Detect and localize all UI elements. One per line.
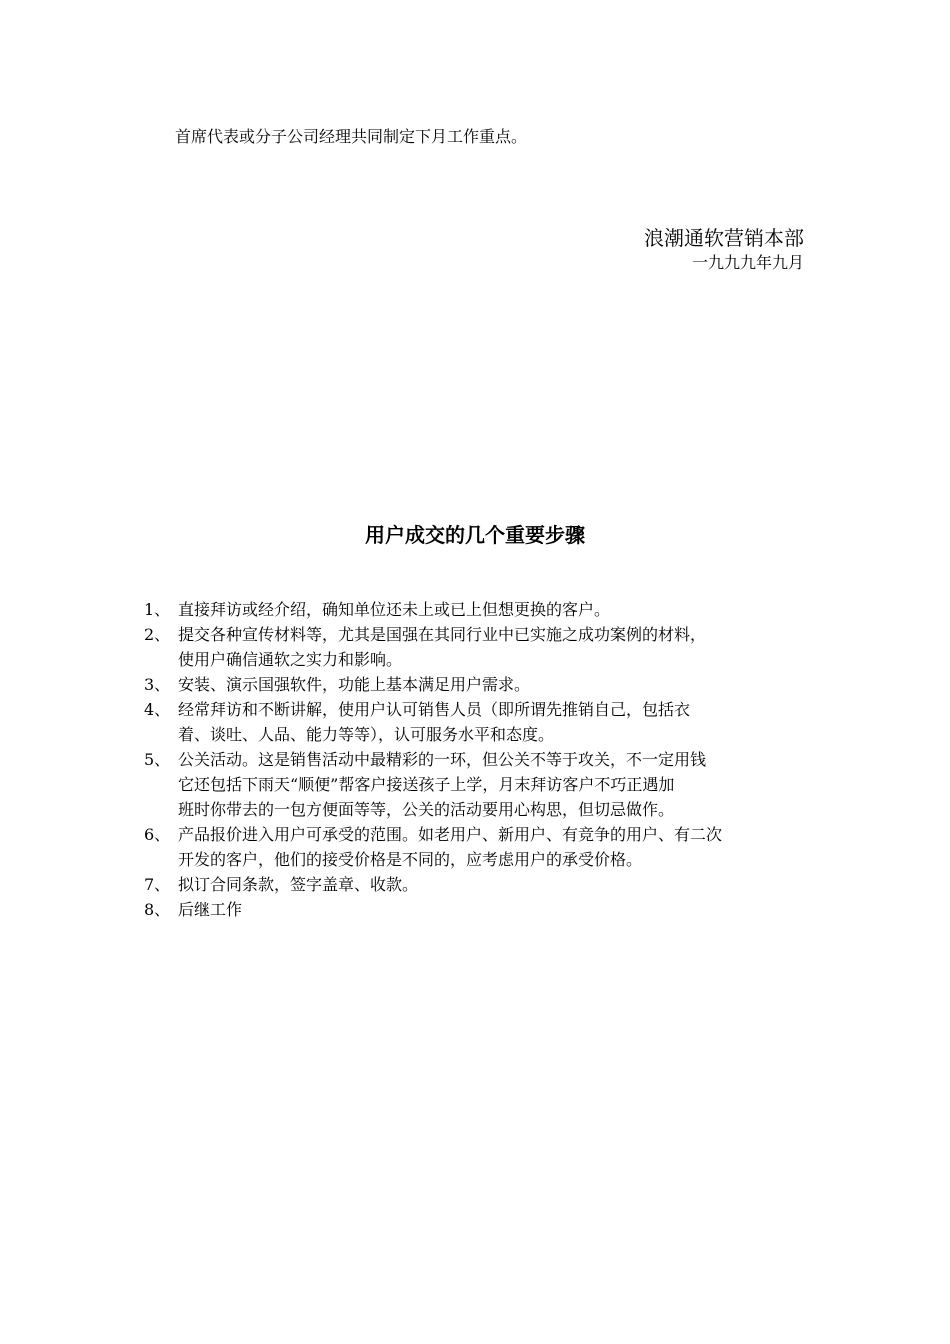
steps-list <box>144 597 824 922</box>
step-item-8 <box>144 897 824 922</box>
signature-block <box>644 224 804 274</box>
signature-date: 一九九九年九月 <box>691 253 804 272</box>
step-item-4 <box>144 697 824 747</box>
step-number: 2、 <box>144 625 171 644</box>
document-title: 用户成交的几个重要步骤 <box>365 523 585 547</box>
step-number: 3、 <box>144 675 171 694</box>
step-text-line: 安装、演示国强软件，功能上基本满足用户需求。 <box>178 675 531 694</box>
step-item-2 <box>144 622 824 672</box>
step-item-1 <box>144 597 824 622</box>
signature-organization: 浪潮通软营销本部 <box>644 226 804 250</box>
step-text-line: 使用户确信通软之实力和影响。 <box>178 650 403 669</box>
step-text-line: 后继工作 <box>178 900 243 919</box>
step-text-line: 直接拜访或经介绍，确知单位还未上或已上但想更换的客户。 <box>178 600 611 619</box>
step-number: 8、 <box>144 900 171 919</box>
step-number: 5、 <box>144 750 171 769</box>
step-number: 6、 <box>144 825 171 844</box>
step-text-line: 经常拜访和不断讲解，使用户认可销售人员（即所谓先推销自己，包括衣 <box>178 700 691 719</box>
step-text-line: 班时你带去的一包方便面等等，公关的活动要用心构思，但切忌做作。 <box>178 800 675 819</box>
step-text-line: 提交各种宣传材料等，尤其是国强在其同行业中已实施之成功案例的材料， <box>178 625 707 644</box>
step-item-7 <box>144 872 824 897</box>
step-item-6 <box>144 822 824 872</box>
step-text-line: 拟订合同条款，签字盖章、收款。 <box>178 875 419 894</box>
step-text-line: 开发的客户，他们的接受价格是不同的，应考虑用户的承受价格。 <box>178 850 643 869</box>
intro-paragraph: 首席代表或分子公司经理共同制定下月工作重点。 <box>175 127 528 146</box>
step-number: 7、 <box>144 875 171 894</box>
step-item-5 <box>144 747 824 822</box>
step-text-line: 它还包括下雨天“顺便”帮客户接送孩子上学，月末拜访客户不巧正遇加 <box>178 775 675 794</box>
step-number: 4、 <box>144 700 171 719</box>
step-text-line: 着、谈吐、人品、能力等等），认可服务水平和态度。 <box>178 725 555 744</box>
step-item-3 <box>144 672 824 697</box>
step-number: 1、 <box>144 600 171 619</box>
step-text-line: 公关活动。这是销售活动中最精彩的一环，但公关不等于攻关，不一定用钱 <box>178 750 707 769</box>
step-text-line: 产品报价进入用户可承受的范围。如老用户、新用户、有竞争的用户、有二次 <box>178 825 723 844</box>
